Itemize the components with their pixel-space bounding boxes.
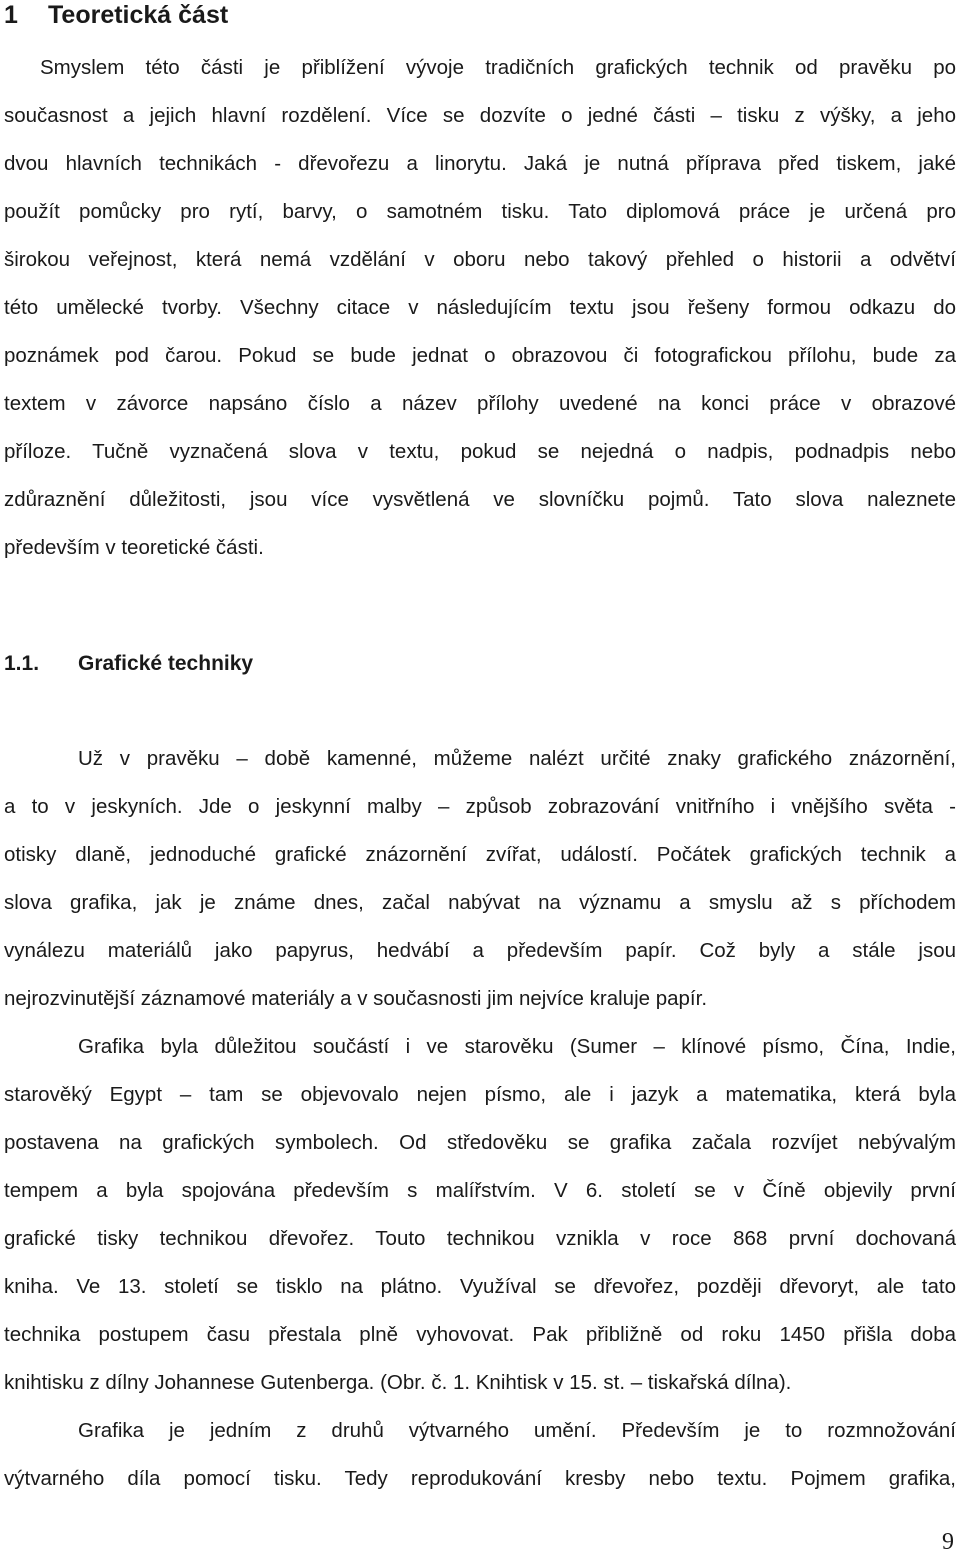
body-line: a to v jeskyních. Jde o jeskynní malby – způsob zobrazování vnitřního i vnějšího světa -	[4, 795, 956, 818]
intro-line: Smyslem této části je přiblížení vývoje tradičních grafických technik od pravěku po	[40, 56, 956, 79]
intro-line: této umělecké tvorby. Všechny citace v následujícím textu jsou řešeny formou odkazu do	[4, 296, 956, 319]
body-line: Grafika je jedním z druhů výtvarného umění. Především je to rozmnožování	[78, 1419, 956, 1442]
body-line: starověký Egypt – tam se objevovalo nejen písmo, ale i jazyk a matematika, která byla	[4, 1083, 956, 1106]
intro-line: použít pomůcky pro rytí, barvy, o samotném tisku. Tato diplomová práce je určená pro	[4, 200, 956, 223]
intro-line: dvou hlavních technikách - dřevořezu a linorytu. Jaká je nutná příprava před tiskem, jaké	[4, 152, 956, 175]
intro-line: širokou veřejnost, která nemá vzdělání v oboru nebo takový přehled o historii a odvětví	[4, 248, 956, 271]
intro-line: zdůraznění důležitosti, jsou více vysvětlená ve slovníčku pojmů. Tato slova naleznete	[4, 488, 956, 511]
intro-line: příloze. Tučně vyznačená slova v textu, pokud se nejedná o nadpis, podnadpis nebo	[4, 440, 956, 463]
body-line: nejrozvinutější záznamové materiály a v současnosti jim nejvíce kraluje papír.	[4, 987, 708, 1010]
page-number: 9	[942, 1529, 954, 1555]
section-title: Grafické techniky	[78, 652, 254, 675]
body-line: technika postupem času přestala plně vyhovovat. Pak přibližně od roku 1450 přišla doba	[4, 1323, 956, 1346]
chapter-title: Teoretická část	[48, 1, 229, 29]
body-line: grafické tisky technikou dřevořez. Touto technikou vznikla v roce 868 první dochovaná	[4, 1227, 956, 1250]
body-line: kniha. Ve 13. století se tisklo na plátno. Využíval se dřevořez, později dřevoryt, ale tato	[4, 1275, 956, 1298]
body-line: vynálezu materiálů jako papyrus, hedvábí a především papír. Což byly a stále jsou	[4, 939, 956, 962]
intro-line: textem v závorce napsáno číslo a název přílohy uvedené na konci práce v obrazové	[4, 392, 956, 415]
intro-line: současnost a jejich hlavní rozdělení. Více se dozvíte o jedné části – tisku z výšky, a jeho	[4, 104, 956, 127]
body-line: knihtisku z dílny Johannese Gutenberga. (Obr. č. 1. Knihtisk v 15. st. – tiskařská dílna).	[4, 1371, 792, 1394]
body-line: slova grafika, jak je známe dnes, začal nabývat na významu a smyslu až s příchodem	[4, 891, 956, 914]
intro-line: především v teoretické části.	[4, 536, 264, 559]
body-line: postavena na grafických symbolech. Od středověku se grafika začala rozvíjet nebývalým	[4, 1131, 956, 1154]
section-heading	[4, 650, 253, 678]
section-number: 1.1.	[4, 652, 40, 675]
chapter-heading	[4, 0, 228, 32]
body-line: Grafika byla důležitou součástí i ve starověku (Sumer – klínové písmo, Čína, Indie,	[78, 1035, 956, 1058]
intro-line: poznámek pod čarou. Pokud se bude jednat o obrazovou či fotografickou přílohu, bude za	[4, 344, 956, 367]
chapter-number: 1	[4, 1, 18, 29]
body-line: otisky dlaně, jednoduché grafické znázornění zvířat, událostí. Počátek grafických technik a	[4, 843, 956, 866]
body-line: tempem a byla spojována především s malířstvím. V 6. století se v Číně objevily první	[4, 1179, 956, 1202]
body-line: výtvarného díla pomocí tisku. Tedy reprodukování kresby nebo textu. Pojmem grafika,	[4, 1467, 956, 1490]
body-line: Už v pravěku – době kamenné, můžeme nalézt určité znaky grafického znázornění,	[78, 747, 956, 770]
